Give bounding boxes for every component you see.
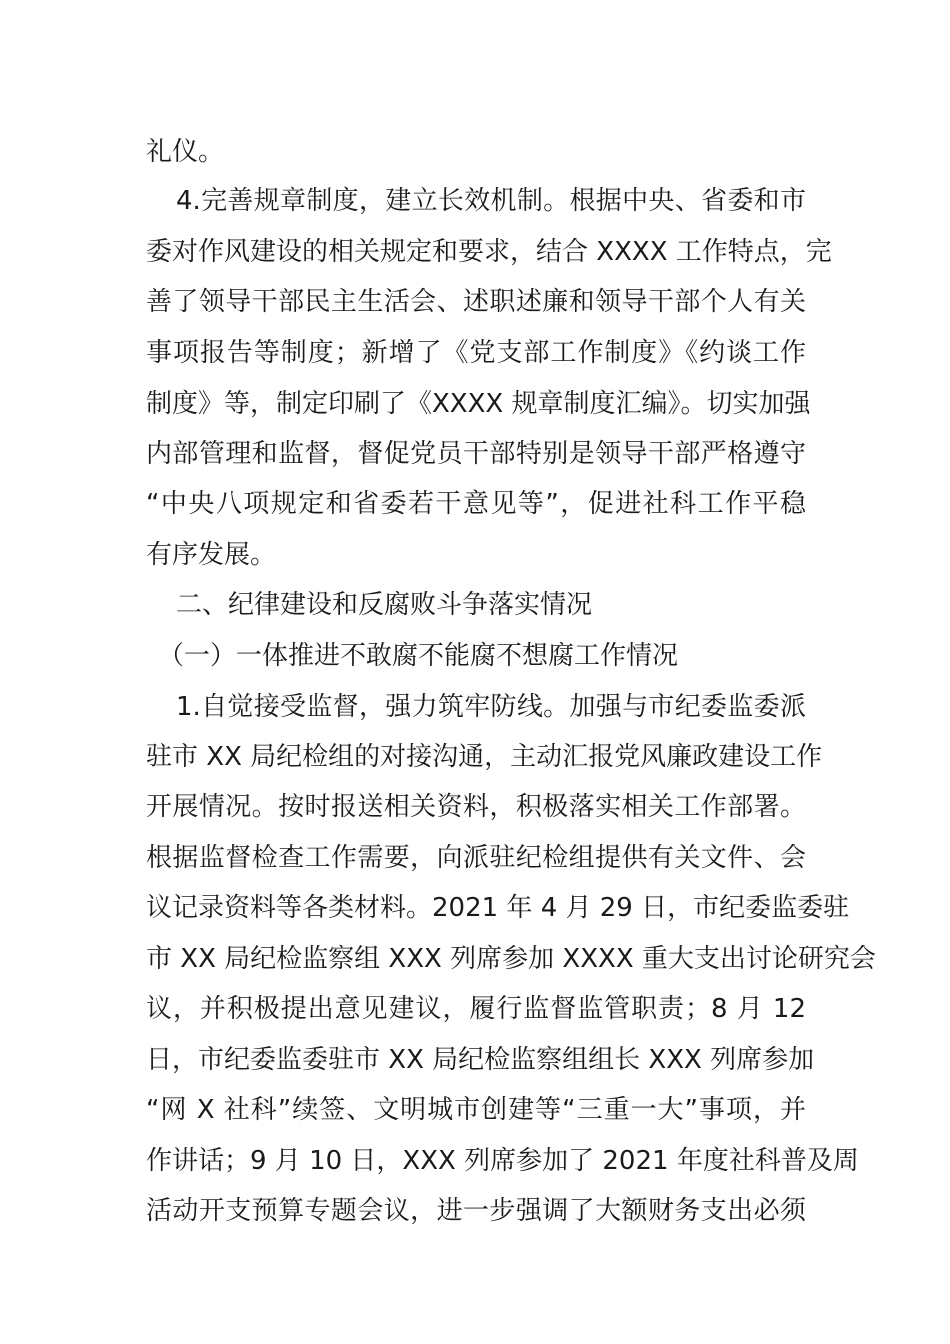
paragraph-line: 制度》等，制定印刷了《XXXX 规章制度汇编》。切实加强 bbox=[146, 389, 811, 419]
paragraph-line: 有序发展。 bbox=[146, 540, 277, 570]
paragraph-line: 市 XX 局纪检监察组 XXX 列席参加 XXXX 重大支出讨论研究会 bbox=[146, 944, 876, 974]
paragraph-line: 善了领导干部民主生活会、述职述廉和领导干部个人有关 bbox=[146, 287, 806, 317]
paragraph-line: 4.完善规章制度，建立长效机制。根据中央、省委和市 bbox=[176, 186, 806, 216]
paragraph-line: 礼仪。 bbox=[146, 137, 225, 167]
paragraph-line: “中央八项规定和省委若干意见等”，促进社科工作平稳 bbox=[146, 489, 806, 519]
paragraph-line: 1.自觉接受监督，强力筑牢防线。加强与市纪委监委派 bbox=[176, 692, 806, 722]
paragraph-line: 活动开支预算专题会议，进一步强调了大额财务支出必须 bbox=[146, 1196, 806, 1226]
section-heading: 二、纪律建设和反腐败斗争落实情况 bbox=[176, 590, 593, 620]
paragraph-line: 议记录资料等各类材料。2021 年 4 月 29 日，市纪委监委驻 bbox=[146, 893, 850, 923]
paragraph-line: 开展情况。按时报送相关资料，积极落实相关工作部署。 bbox=[146, 792, 806, 822]
paragraph-line: 议，并积极提出意见建议，履行监督监管职责；8 月 12 bbox=[146, 994, 806, 1024]
paragraph-line: 日，市纪委监委驻市 XX 局纪检监察组组长 XXX 列席参加 bbox=[146, 1045, 815, 1075]
paragraph-line: 委对作风建设的相关规定和要求，结合 XXXX 工作特点，完 bbox=[146, 237, 832, 267]
paragraph-line: 作讲话；9 月 10 日，XXX 列席参加了 2021 年度社科普及周 bbox=[146, 1146, 859, 1176]
paragraph-line: “网 X 社科”续签、文明城市创建等“三重一大”事项，并 bbox=[146, 1095, 806, 1125]
paragraph-line: 根据监督检查工作需要，向派驻纪检组提供有关文件、会 bbox=[146, 843, 806, 873]
paragraph-line: 事项报告等制度；新增了《党支部工作制度》《约谈工作 bbox=[146, 338, 806, 368]
paragraph-line: 内部管理和监督，督促党员干部特别是领导干部严格遵守 bbox=[146, 439, 806, 469]
subsection-heading: （一）一体推进不敢腐不能腐不想腐工作情况 bbox=[158, 641, 679, 671]
paragraph-line: 驻市 XX 局纪检组的对接沟通，主动汇报党风廉政建设工作 bbox=[146, 742, 823, 772]
